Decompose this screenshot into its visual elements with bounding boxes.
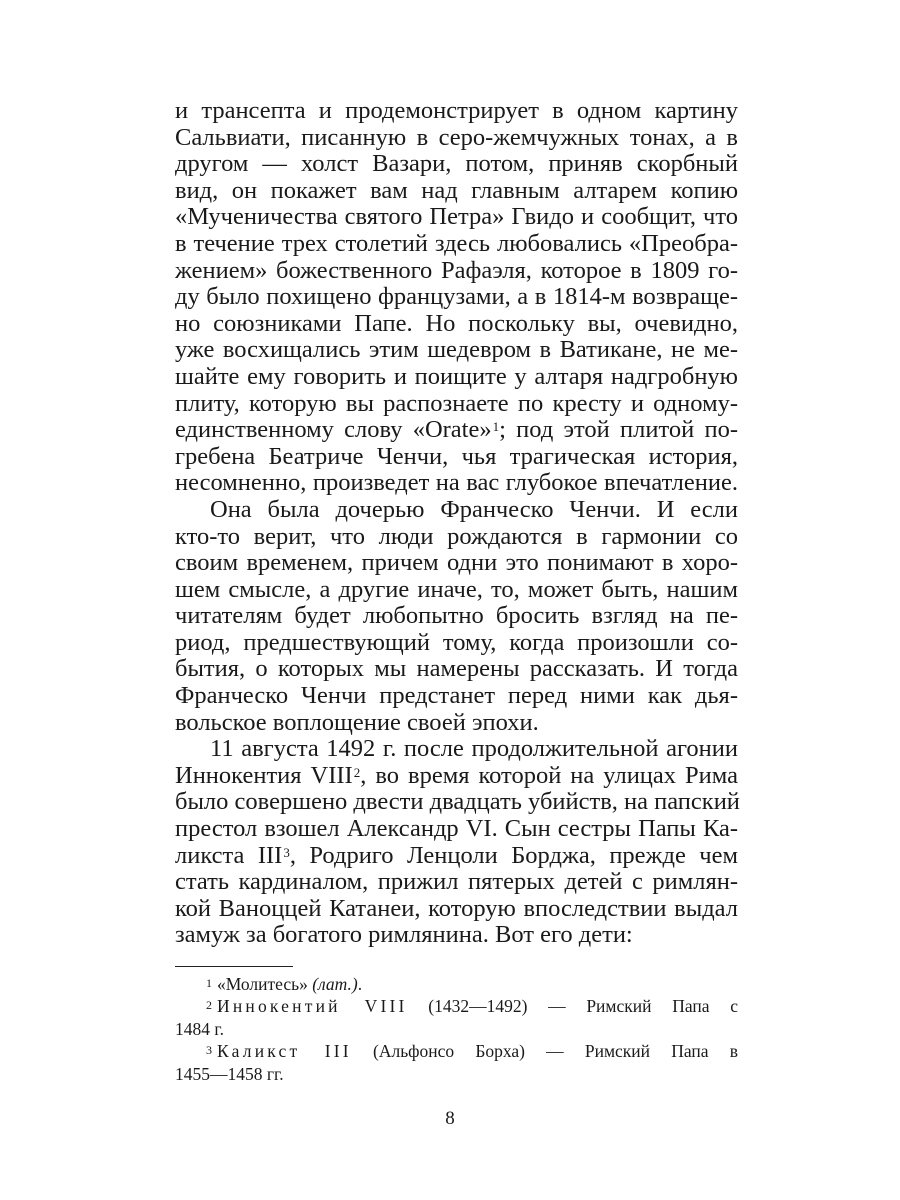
footnote-line [175,1040,738,1062]
body-line [175,816,738,843]
body-line [175,550,738,577]
text-run: престол взошел Александр VI. Сын сестры Папы Ка- [175,815,738,843]
body-line [175,630,738,657]
text-run: замуж за богатого римлянина. Вот его дети: [175,921,633,949]
text-run: было совершено двести двадцать убийств, на папский [175,788,740,816]
body-text [175,98,738,949]
body-line [175,417,738,444]
body-line [175,736,738,763]
text-run: , Родриго Ленцоли Борджа, прежде чем [289,841,738,869]
body-line [175,444,738,471]
body-line [175,258,738,285]
footnote-line [175,995,738,1017]
text-run: единственному слову «Orate» [175,416,492,444]
body-line [175,683,738,710]
body-line [175,603,738,630]
footnote-ref: 3 [206,1043,212,1058]
italic-text: (лат.) [312,974,358,994]
text-run: своим временем, причем одни это понимают в хоро- [175,549,738,577]
body-line [175,470,738,497]
text-run: вид, он покажет вам над главным алтарем копию [175,176,738,204]
body-line [175,922,738,949]
text-run: Франческо Ченчи предстанет перед ними как дья- [175,682,738,710]
body-line [175,151,738,178]
text-run: ликста III [175,841,283,869]
body-line [175,577,738,604]
text-run: жением» божественного Рафаэля, которое в 1809 го- [175,256,738,284]
text-run: (Альфонсо Борха) — Римский Папа в [351,1041,738,1062]
text-run: Сальвиати, писанную в серо-жемчужных тонах, а в [175,123,738,151]
text-run: несомненно, произведет на вас глубокое впечатление. [175,469,738,497]
body-line [175,231,738,258]
body-line [175,98,738,125]
text-run: «Молитесь» [217,974,313,994]
footnote-paragraph [175,973,738,995]
text-run: но союзниками Папе. Но поскольку вы, очевидно, [175,309,738,337]
body-line [175,337,738,364]
text-run: бытия, о которых мы намерены рассказать. И тогда [175,655,738,683]
text-run: ду было похищено французами, а в 1814-м возвраще- [175,283,738,311]
footnote-ref: 3 [283,844,290,860]
footnote-separator [175,966,293,967]
body-line [175,125,738,152]
body-line [175,789,738,816]
body-line [175,204,738,231]
footnote-line [175,973,738,995]
body-line [175,763,738,790]
footnote-ref: 1 [206,976,212,990]
body-line [175,364,738,391]
body-line [175,656,738,683]
text-run: (1432—1492) — Римский Папа с [407,996,738,1017]
page-number: 8 [445,1108,455,1129]
footnotes [175,973,738,1085]
text-run: другом — холст Вазари, потом, приняв скорбный [175,150,738,178]
text-run: кто-то верит, что люди рождаются в гармонии со [175,522,738,550]
body-paragraph [175,736,738,949]
text-run: Она была дочерью Франческо Ченчи. И если [210,495,738,523]
text-run: вольское воплощение своей эпохи. [175,708,539,736]
body-line [175,311,738,338]
text-run: гребена Беатриче Ченчи, чья трагическая история, [175,442,738,470]
body-line [175,497,738,524]
text-run: Иннокентия VIII [175,761,353,789]
body-line [175,178,738,205]
body-paragraph [175,497,738,736]
footnote-ref: 2 [353,764,361,780]
text-run: и трансепта и продемонстрирует в одном картину [175,97,738,124]
footnote-ref: 1 [492,419,500,435]
text-run: читателям будет любопытно бросить взгляд на пе- [175,602,738,630]
body-line [175,284,738,311]
body-line [175,896,738,923]
text-run: 11 августа 1492 г. после продолжительной агонии [210,735,738,763]
body-paragraph [175,98,738,497]
text-run: «Мученичества святого Петра» Гвидо и сообщит, что [175,203,738,231]
text-run: 1484 г. [175,1018,224,1039]
body-line [175,524,738,551]
spaced-name: Иннокентий VIII [217,996,408,1017]
text-run: , во время которой на улицах Рима [360,761,738,789]
text-run: плиту, которую вы распознаете по кресту и одному- [175,389,738,417]
footnote-ref: 2 [206,998,212,1013]
text-run: 1455—1458 гг. [175,1063,284,1084]
body-line [175,869,738,896]
footnote-paragraph [175,995,738,1040]
text-run: кой Ваноццей Катанеи, которую впоследствии выдал [175,894,738,922]
text-run: шем смысле, а другие иначе, то, может быть, нашим [175,575,738,603]
footnote-paragraph [175,1040,738,1085]
text-run: стать кардиналом, прижил пятерых детей с римлян- [175,868,738,896]
body-line [175,710,738,737]
text-run: ; под этой плитой по- [499,416,738,444]
text-run: в течение трех столетий здесь любовались «Преобра- [175,229,738,257]
text-run: уже восхищались этим шедевром в Ватикане, не ме- [175,336,738,364]
text-run: шайте ему говорить и поищите у алтаря надгробную [175,362,738,390]
footnote-line [175,1063,738,1085]
body-line [175,391,738,418]
body-line [175,843,738,870]
text-run: . [357,974,363,994]
footnote-line [175,1018,738,1040]
spaced-name: Каликст III [217,1041,352,1062]
text-run: риод, предшествующий тому, когда произошли со- [175,628,738,656]
